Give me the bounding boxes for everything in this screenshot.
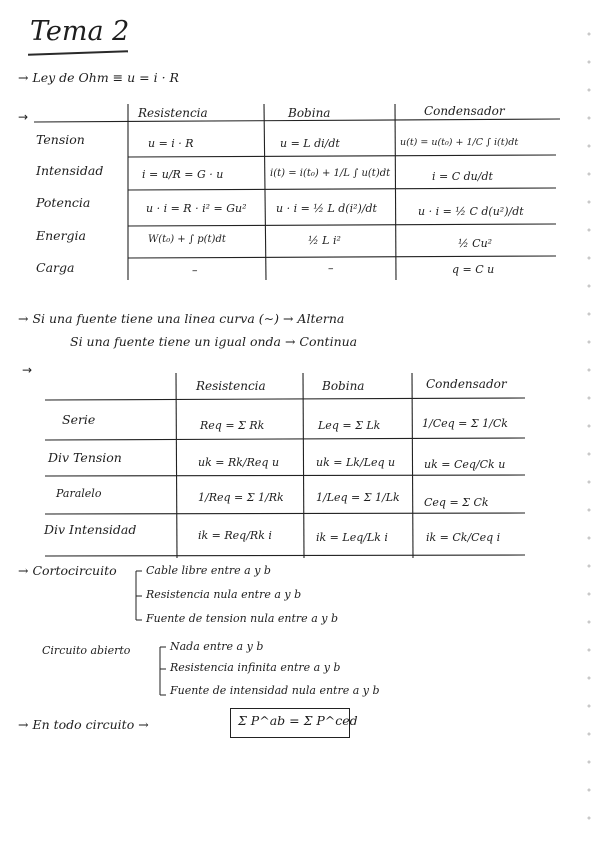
- cortocircuito-label: → Cortocircuito: [18, 563, 117, 578]
- page-title: Tema 2: [30, 16, 130, 47]
- table1-row-label: Potencia: [36, 195, 91, 210]
- table1-cell: W(t₀) + ∫ p(t)dt: [148, 234, 226, 245]
- ohm-law-line: → Ley de Ohm ≡ u = i · R: [18, 70, 179, 85]
- table2-cell: Ceq = Σ Ck: [424, 496, 489, 509]
- cortocircuito-item: Cable libre entre a y b: [146, 564, 271, 577]
- abierto-item: Resistencia infinita entre a y b: [170, 661, 341, 674]
- power-label: → En todo circuito →: [18, 717, 149, 732]
- abierto-item: Fuente de intensidad nula entre a y b: [170, 684, 380, 697]
- table2-col-resistencia: Resistencia: [196, 379, 266, 393]
- table1-cell: ½ L i²: [308, 234, 341, 247]
- table2-cell: uk = Rk/Req u: [198, 456, 280, 469]
- table1-cell: u · i = R · i² = Gu²: [146, 202, 247, 215]
- table1-cell: q = C u: [452, 263, 495, 276]
- table2-cell: ik = Req/Rk i: [198, 529, 272, 542]
- cortocircuito-item: Resistencia nula entre a y b: [146, 588, 302, 601]
- table2-cell: Leq = Σ Lk: [318, 419, 381, 432]
- table1-cell: i = C du/dt: [432, 170, 493, 183]
- table1-cell: u · i = ½ L d(i²)/dt: [276, 202, 377, 215]
- abierto-label: Circuito abierto: [42, 644, 131, 657]
- sources-line-continua: Si una fuente tiene un igual onda → Continua: [70, 334, 358, 349]
- table2-col-bobina: Bobina: [322, 379, 365, 393]
- table2-row-label: Div Tension: [48, 450, 122, 465]
- table1-cell: i = u/R = G · u: [142, 168, 224, 181]
- table2-col-condensador: Condensador: [426, 377, 507, 391]
- table1-row-label: Carga: [36, 260, 75, 275]
- table2-cell: 1/Ceq = Σ 1/Ck: [422, 417, 508, 430]
- table2-arrow: →: [22, 363, 33, 377]
- table2-cell: ik = Ck/Ceq i: [426, 531, 501, 544]
- table1-cell: i(t) = i(t₀) + 1/L ∫ u(t)dt: [270, 168, 391, 179]
- table2-cell: uk = Ceq/Ck u: [424, 458, 506, 471]
- power-formula: Σ P^ab = Σ P^ced: [238, 713, 358, 728]
- table1-row-label: Energia: [36, 228, 86, 243]
- table1-col-resistencia: Resistencia: [138, 106, 208, 120]
- table2-cell: ik = Leq/Lk i: [316, 531, 388, 544]
- table2-row-label: Div Intensidad: [44, 522, 137, 537]
- cortocircuito-item: Fuente de tension nula entre a y b: [146, 612, 338, 625]
- sources-line-alterna: → Si una fuente tiene una linea curva (∼) → Alterna: [18, 311, 345, 326]
- table1-row-label: Tension: [36, 132, 85, 147]
- table1-cell: u · i = ½ C d(u²)/dt: [418, 205, 524, 218]
- table2-row-label: Serie: [62, 412, 96, 427]
- table1-col-condensador: Condensador: [424, 104, 505, 118]
- abierto-item: Nada entre a y b: [170, 640, 264, 653]
- table2-cell: 1/Leq = Σ 1/Lk: [316, 491, 400, 504]
- table1-cell: u = L di/dt: [280, 137, 340, 150]
- table1-cell: –: [328, 262, 334, 275]
- table2-cell: 1/Req = Σ 1/Rk: [198, 491, 284, 504]
- table1-cell: ½ Cu²: [458, 237, 493, 250]
- table2-cell: uk = Lk/Leq u: [316, 456, 396, 469]
- table1-arrow: →: [18, 110, 29, 124]
- table1-cell: u(t) = u(t₀) + 1/C ∫ i(t)dt: [400, 137, 519, 148]
- table2-cell: Req = Σ Rk: [200, 419, 265, 432]
- table1-cell: –: [192, 264, 198, 277]
- table1-row-label: Intensidad: [36, 163, 104, 178]
- table1-cell: u = i · R: [148, 137, 194, 150]
- table1-col-bobina: Bobina: [288, 106, 331, 120]
- table2-row-label: Paralelo: [56, 487, 102, 500]
